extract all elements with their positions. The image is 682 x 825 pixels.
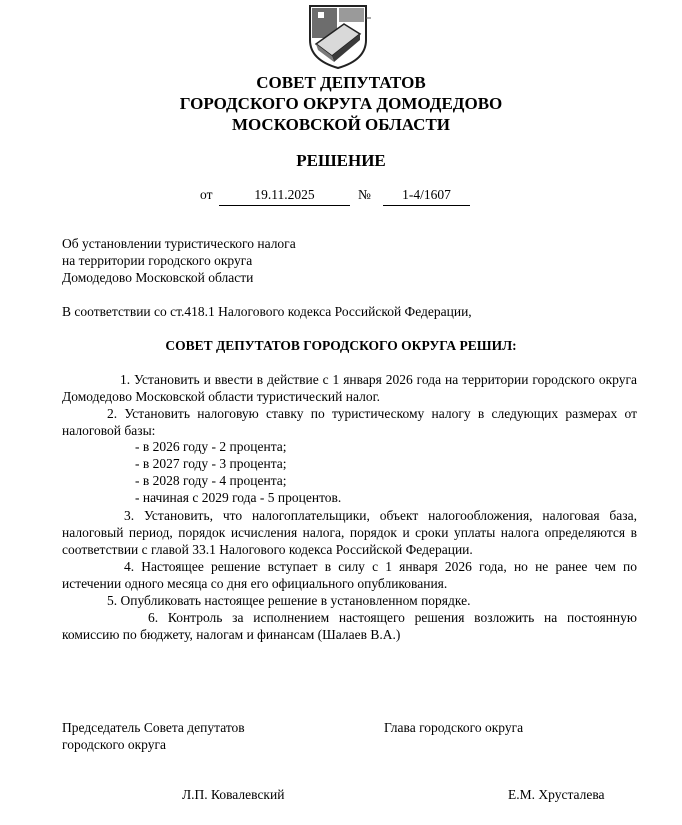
item-1: 1. Установить и ввести в действие с 1 января 2026 года на территории городского округа Домодедово Московской области туристический налог. (62, 372, 637, 404)
rate-2027: - в 2027 году - 3 процента; (135, 456, 287, 471)
chairman-name: Л.П. Ковалевский (182, 787, 285, 802)
item-2: 2. Установить налоговую ставку по туристическому налогу в следующих размерах от налоговой базы: (62, 406, 637, 438)
rate-2028: - в 2028 году - 4 процента; (135, 473, 287, 488)
council-title-line2: ГОРОДСКОГО ОКРУГА ДОМОДЕДОВО (179, 94, 503, 113)
council-title-line1: СОВЕТ ДЕПУТАТОВ (256, 73, 426, 92)
item-3: 3. Установить, что налогоплательщики, объект налогообложения, налоговая база, налоговый период, порядок исчисления налога, порядок и сроки уплаты налога определяются в соответствии с главой 33.1 Налогового кодекса Российской Федерации. (62, 508, 637, 557)
council-title-line3: МОСКОВСКОЙ ОБЛАСТИ (231, 115, 451, 134)
head-name: Е.М. Хрусталева (508, 787, 605, 802)
item-4: 4. Настоящее решение вступает в силу с 1 января 2026 года, но не ранее чем по истечении одного месяца со дня его официального опубликования. (62, 559, 637, 591)
number-label: № (358, 187, 371, 202)
date-label: от (200, 187, 213, 202)
subject-line2: на территории городского округа (62, 253, 253, 268)
subject-line3: Домодедово Московской области (62, 270, 254, 285)
coat-of-arms-emblem (304, 4, 372, 70)
resolution-heading: СОВЕТ ДЕПУТАТОВ ГОРОДСКОГО ОКРУГА РЕШИЛ: (165, 338, 517, 353)
decision-date: 19.11.2025 (219, 187, 350, 206)
item-6: 6. Контроль за исполнением настоящего решения возложить на постоянную комиссию по бюджету, налогам и финансам (Шалаев В.А.) (62, 610, 637, 642)
document-type: РЕШЕНИЕ (296, 151, 386, 170)
rate-2029: - начиная с 2029 года - 5 процентов. (135, 490, 342, 505)
chairman-title-line2: городского округа (62, 737, 167, 752)
subject-line1: Об установлении туристического налога (62, 236, 296, 251)
item-5: 5. Опубликовать настоящее решение в установленном порядке. (107, 593, 471, 608)
chairman-title-line1: Председатель Совета депутатов (62, 720, 245, 735)
rate-2026: - в 2026 году - 2 процента; (135, 439, 287, 454)
preamble: В соответствии со ст.418.1 Налогового кодекса Российской Федерации, (62, 304, 472, 319)
head-title: Глава городского округа (384, 720, 524, 735)
decision-number: 1-4/1607 (383, 187, 470, 206)
